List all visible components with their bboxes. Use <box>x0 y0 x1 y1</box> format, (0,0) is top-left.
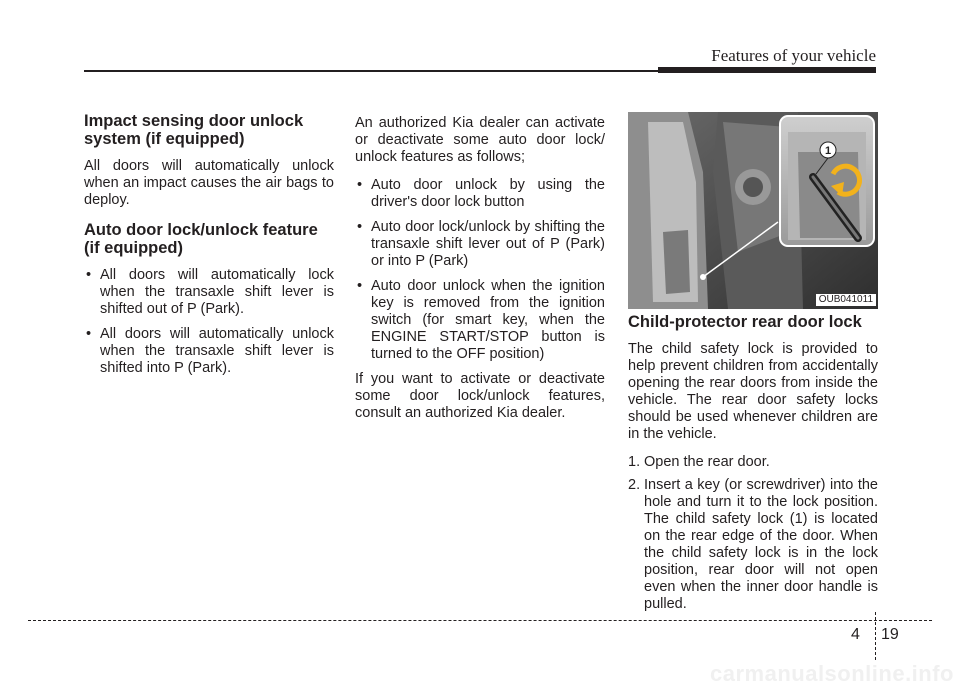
list-item: • Auto door unlock by using the driver's door lock button <box>355 177 605 211</box>
autolock-list <box>84 267 334 377</box>
page-number: 19 <box>881 626 899 643</box>
child-lock-illustration <box>628 112 878 309</box>
dealer-features-list <box>355 177 605 363</box>
column-left <box>84 112 334 385</box>
list-item: 2. Insert a key (or screwdriver) into the hole and turn it to the lock position. The child safety lock (1) is located on the rear edge of the door. When the child safety lock is in the lock position, rear door will not open even when the inner door handle is pulled. <box>628 477 878 612</box>
dealer-outro: If you want to activate or deactivate some door lock/unlock features, consult an authorized Kia dealer. <box>355 371 605 421</box>
watermark: carmanualsonline.info <box>710 661 954 686</box>
dealer-intro: An authorized Kia dealer can activate or deactivate some auto door lock/ unlock features as follows; <box>355 115 605 165</box>
list-item: • All doors will automatically unlock when the transaxle shift lever is shifted into P (Park). <box>84 326 334 377</box>
column-right <box>628 313 878 619</box>
child-lock-heading: Child-protector rear door lock <box>628 313 862 331</box>
rear-door-drawing <box>628 112 878 309</box>
callout-number: 1 <box>824 145 832 157</box>
header-rule-accent <box>658 67 876 73</box>
section-title: Features of your vehicle <box>711 46 876 65</box>
figure-code: OUB041011 <box>816 294 876 306</box>
list-item: 1. Open the rear door. <box>628 454 770 470</box>
impact-body: All doors will automatically unlock when an impact causes the air bags to deploy. <box>84 158 334 208</box>
footer-separator <box>875 612 876 660</box>
child-lock-body: The child safety lock is provided to help prevent children from accidentally opening the rear doors from inside the vehicle. The rear door safety locks should be used whenever children are in the vehicle. <box>628 341 878 442</box>
column-middle <box>355 115 605 433</box>
list-item: • Auto door unlock when the ignition key is removed from the ignition switch (for smart key, when the ENGINE START/STOP button is turned to the OFF position) <box>355 278 605 363</box>
impact-heading: Impact sensing door unlock system (if equipped) <box>84 112 304 148</box>
header-rule <box>84 70 658 72</box>
chapter-number: 4 <box>851 626 860 643</box>
list-item: • Auto door lock/unlock by shifting the transaxle shift lever out of P (Park) or into P (Park) <box>355 219 605 270</box>
child-lock-steps <box>628 454 878 613</box>
autolock-heading: Auto door lock/unlock feature (if equipped) <box>84 221 318 257</box>
list-item: • All doors will automatically lock when the transaxle shift lever is shifted out of P (Park). <box>84 267 334 318</box>
footer-rule <box>28 620 932 621</box>
